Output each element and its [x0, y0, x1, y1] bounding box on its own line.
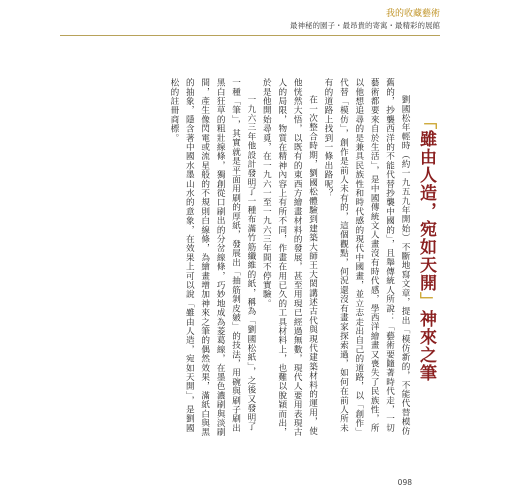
section-heading [416, 112, 436, 382]
running-header [290, 8, 440, 31]
heading-quote-text: 雖由人造，宛如天開 [416, 130, 436, 292]
paragraph-3: 一九六三年他設計發明了一種布滿竹筋纖維的紙，稱為「劉國松紙」，之後又發明了一種「筆」，其實就是平面用刷的厚紙，發展出「抽筋剝皮皴」的技法，用碗與刷子刷出黑白狂草的粗壯線條，獨創從口刷出的分岔線條，巧妙地成為菱葛線，在墨色濃刷與淡刷間，產生像閃電或流星般的不規則白線條，為繪畫增加神來之筆的偶然效果，滿紙白與黑的抽象，隱含著中國水墨山水的意象，在效果上可以說「雖由人造，宛如天開」，是劉國松的註冊商標。 [168, 78, 256, 437]
heading-close-bracket: 」 [416, 292, 436, 310]
paragraph-2: 在一次整合時期，劉國松體驗到建築大師王大閎講述古代與現代建築材料的運用，使他恍然大悟，以既有的東西方繪畫材料的發展，甚至用現已經過無數，現代人要用表現古人的局限，物質在精神內容上有所不同，作畫在用已久的工具材料上，也難以脫穎而出，於是他開始尋覓，在一九六一至一九六三年間不停實驗。 [261, 78, 318, 437]
heading-open-bracket: 「 [416, 112, 436, 130]
header-rule [60, 35, 440, 36]
page-number: 098 [397, 478, 412, 487]
heading-suffix: 神來之筆 [416, 310, 436, 382]
paragraph-1: 劉國松年輕時（約一九五九年開始）不斷地寫文章，提出「模仿新的，不能代替模仿舊的，抄襲西洋的不能代替抄襲中國的」，且舉傳統人所說：「藝術要隨著時代走，一切藝術都要來自於生活」，是中國傳統文人畫沒有時代感，學西洋繪畫又喪失了民族性，所以他想追尋的是兼具民族性和時代感的現代中國畫，並立志走出自己的道路，以「創作」代替「模仿」，創作是前人未有的，這個觀點，何況還沒有畫家探索過，如何在前人所未有的道路上找到一條出路呢？ [322, 78, 410, 437]
header-subtitle: 最神秘的園子・最昂貴的寄寓・最精彩的展館 [290, 21, 440, 30]
body-text-column [92, 78, 412, 440]
header-title: 我的收藏藝術 [385, 9, 440, 19]
